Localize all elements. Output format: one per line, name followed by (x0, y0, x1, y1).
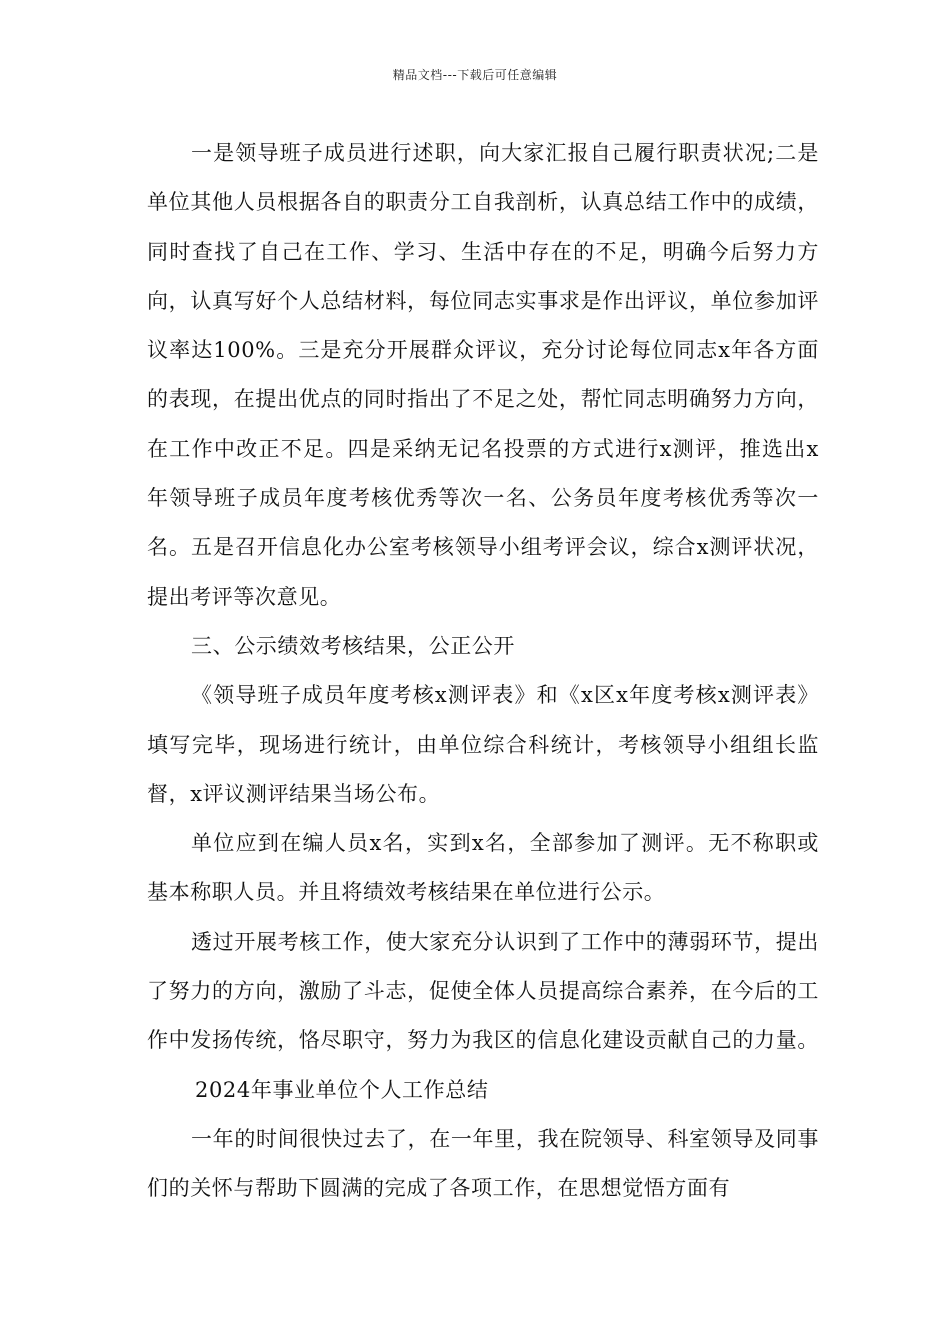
next-article-title: 2024年事业单位个人工作总结 (195, 1077, 489, 1102)
paragraph-evaluation-forms: 《领导班子成员年度考核x测评表》和《x区x年度考核x测评表》填写完毕，现场进行统计，由单位综合科统计，考核领导小组组长监督，x评议测评结果当场公布。 (147, 683, 819, 806)
paragraph-conclusion (147, 918, 819, 1115)
page-header: 精品文档---下载后可任意编辑 (392, 68, 558, 82)
conclusion-text: 透过开展考核工作，使大家充分认识到了工作中的薄弱环节，提出了努力的方向，激励了斗志，促使全体人员提高综合素养，在今后的工作中发扬传统，恪尽职守，努力为我区的信息化建设贡献自己的力量。 (147, 929, 819, 1053)
paragraph-year-summary: 一年的时间很快过去了，在一年里，我在院领导、科室领导及同事们的关怀与帮助下圆满的完成了各项工作，在思想觉悟方面有 (147, 1126, 819, 1201)
document-body (147, 129, 819, 1214)
paragraph-review-procedure: 一是领导班子成员进行述职，向大家汇报自己履行职责状况;二是单位其他人员根据各自的职责分工自我剖析，认真总结工作中的成绩，同时查找了自己在工作、学习、生活中存在的不足，明确今后努力方向，认真写好个人总结材料，每位同志实事求是作出评议，单位参加评议率达100%。三是充分开展群众评议，充分讨论每位同志x年各方面的表现，在提出优点的同时指出了不足之处，帮忙同志明确努力方向，在工作中改正不足。四是采纳无记名投票的方式进行x测评，推选出x年领导班子成员年度考核优秀等次一名、公务员年度考核优秀等次一名。五是召开信息化办公室考核领导小组考评会议，综合x测评状况，提出考评等次意见。 (147, 141, 819, 609)
section-heading-publicize-results: 三、公示绩效考核结果，公正公开 (191, 633, 515, 658)
paragraph-attendance: 单位应到在编人员x名，实到x名，全部参加了测评。无不称职或基本称职人员。并且将绩效考核结果在单位进行公示。 (147, 831, 819, 905)
